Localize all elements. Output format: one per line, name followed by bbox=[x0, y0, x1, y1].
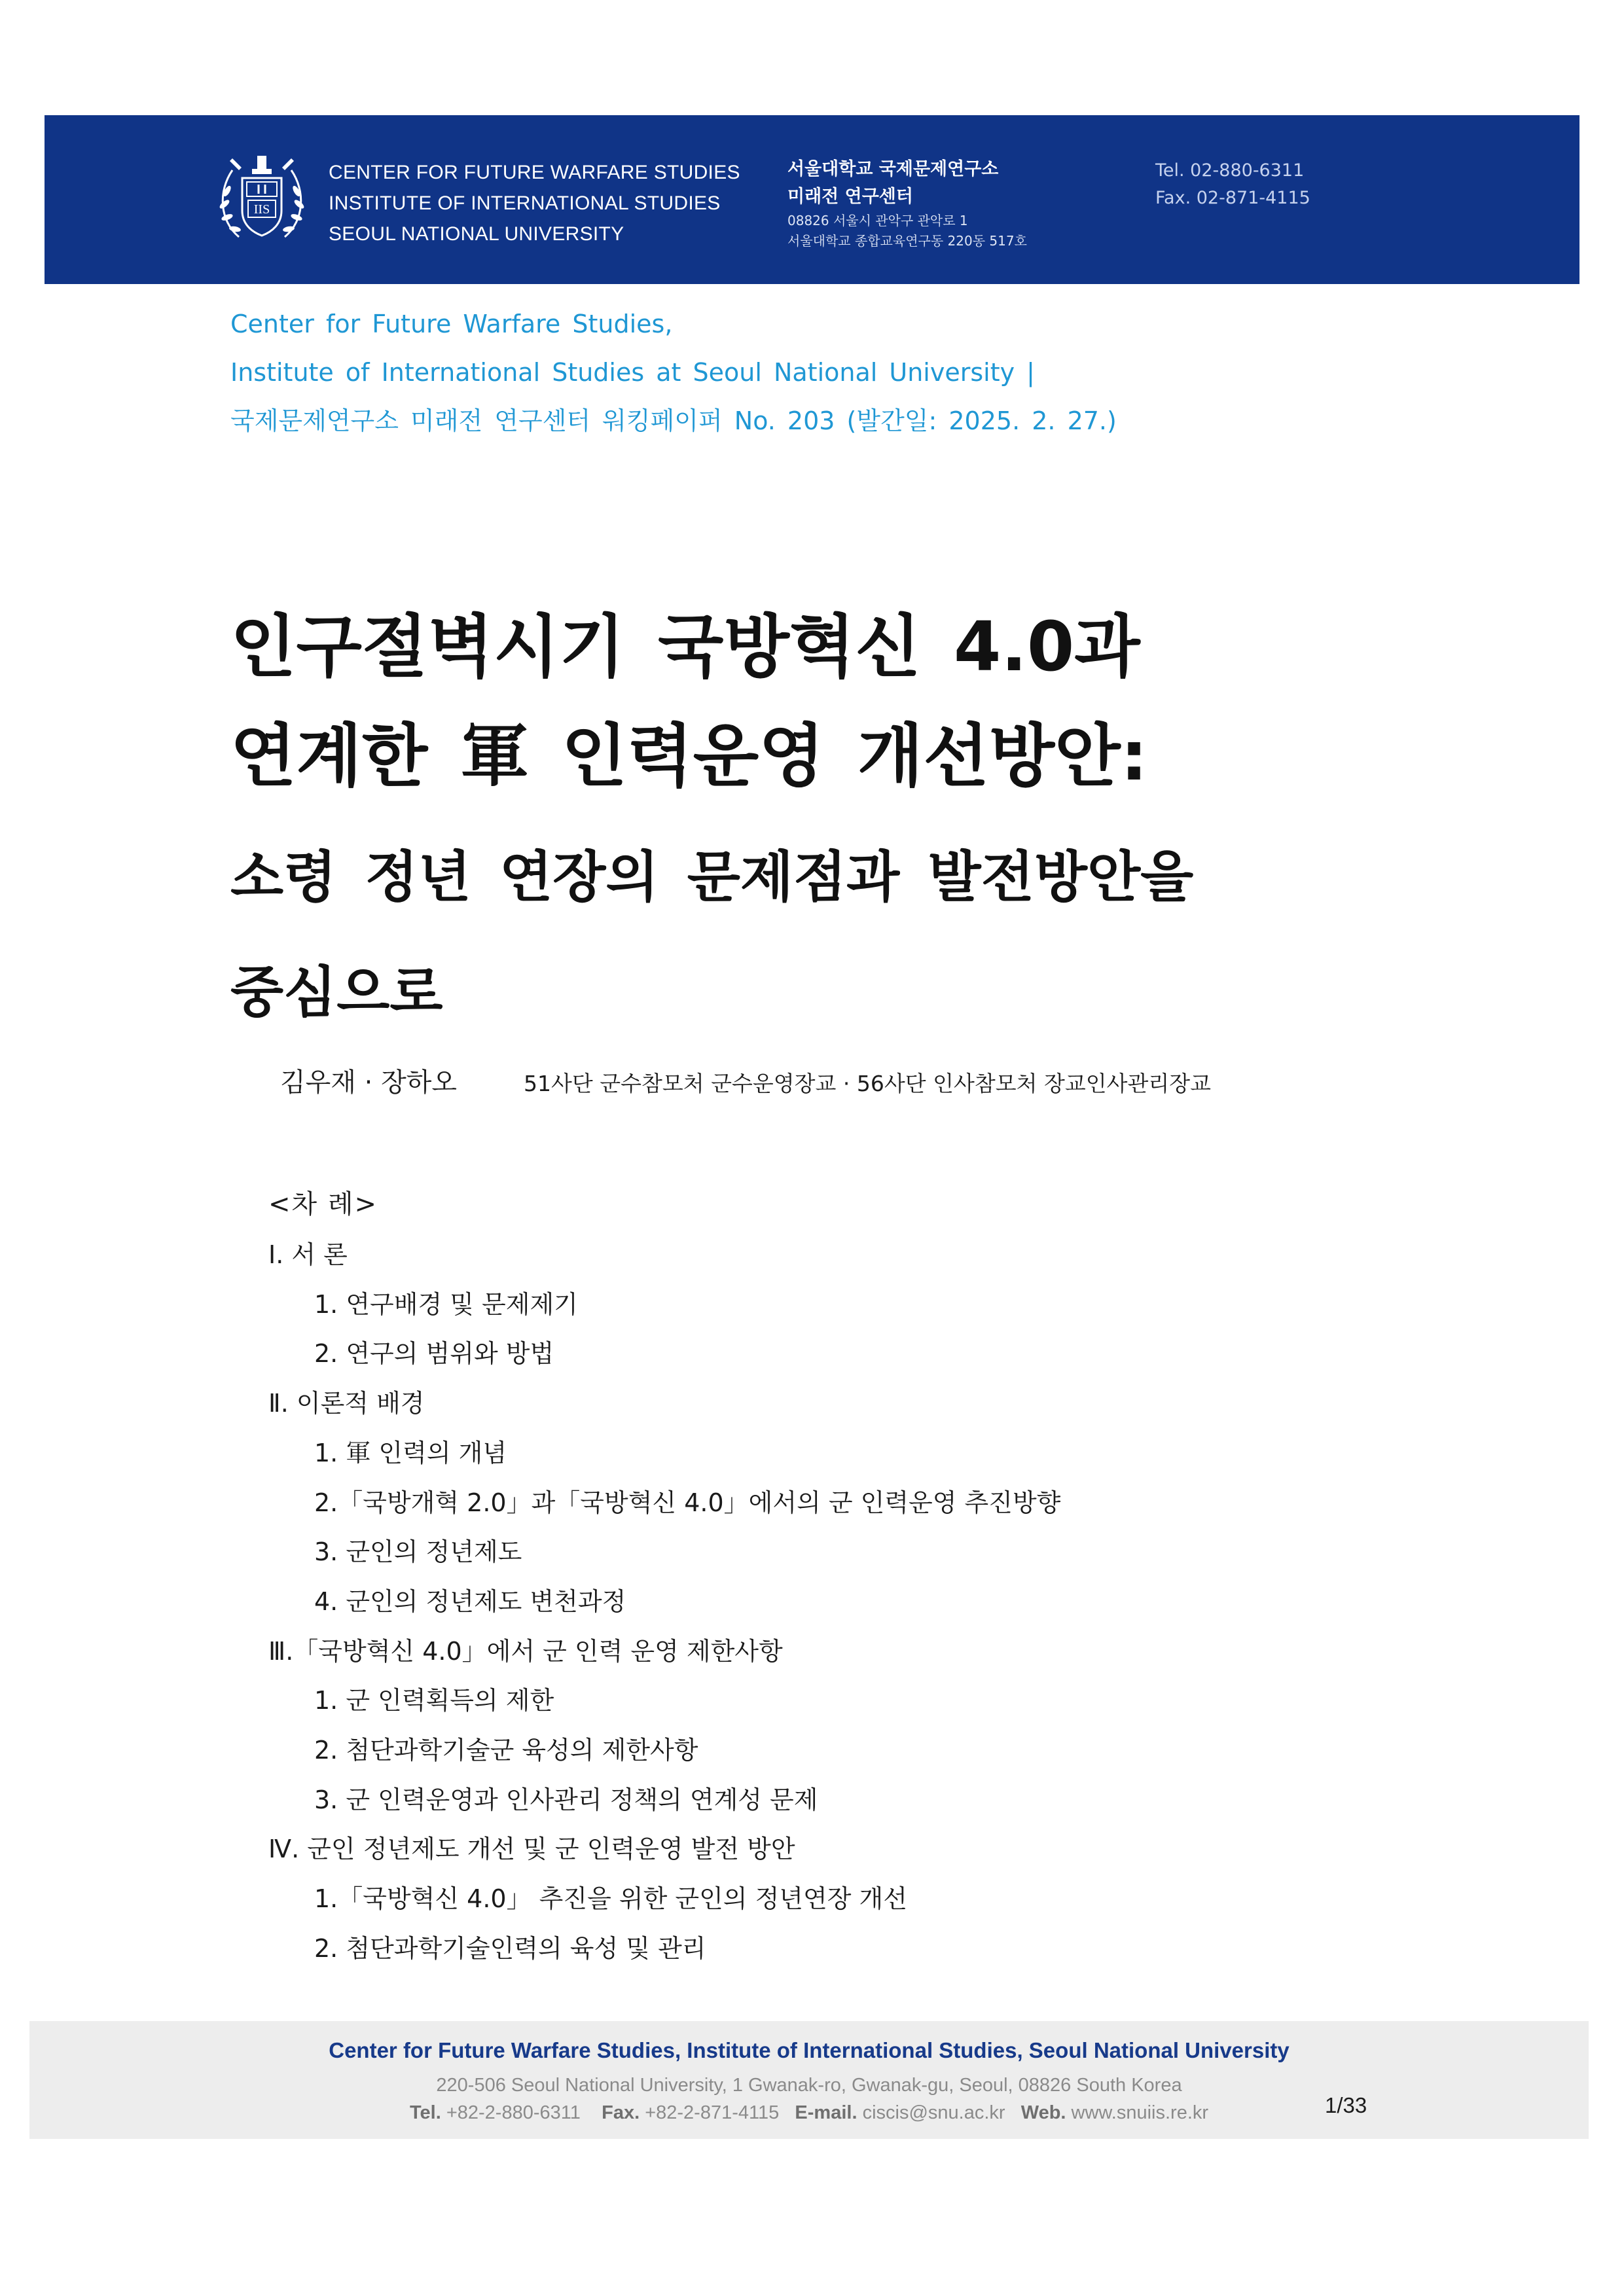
toc-heading: <차 례> bbox=[268, 1189, 378, 1219]
author-affiliation: 51사단 군수참모처 군수운영장교 · 56사단 인사참모처 장교인사관리장교 bbox=[524, 1071, 1211, 1096]
footer-address: 220-506 Seoul National University, 1 Gwanak-ro, Gwanak-gu, Seoul, 08826 South Korea bbox=[436, 2075, 1182, 2096]
footer-fax-value: +82-2-871-4115 bbox=[645, 2102, 780, 2123]
address-line2: 서울대학교 종합교육연구동 220동 517호 bbox=[787, 233, 1027, 249]
toc-subsection[interactable]: 2. 첨단과학기술군 육성의 제한사항 bbox=[314, 1736, 698, 1765]
footer-fax-label: Fax. bbox=[602, 2102, 640, 2123]
subheader-line3: 국제문제연구소 미래전 연구센터 워킹페이퍼 No. 203 (발간일: 2025. 2. 27.) bbox=[230, 406, 1117, 435]
toc-subsection[interactable]: 1. 군 인력획득의 제한 bbox=[314, 1686, 554, 1715]
title-line2: 연계한 軍 인력운영 개선방안: bbox=[230, 716, 1148, 796]
footer-web-link[interactable]: www.snuiis.re.kr bbox=[1071, 2102, 1209, 2123]
title-line1: 인구절벽시기 국방혁신 4.0과 bbox=[230, 607, 1140, 687]
institute-english-line: INSTITUTE OF INTERNATIONAL STUDIES bbox=[329, 192, 721, 214]
university-emblem-icon bbox=[213, 152, 311, 250]
institute-english-line: CENTER FOR FUTURE WARFARE STUDIES bbox=[329, 162, 740, 183]
footer-email-link[interactable]: ciscis@snu.ac.kr bbox=[862, 2102, 1005, 2123]
toc-subsection[interactable]: 3. 군인의 정년제도 bbox=[314, 1537, 522, 1567]
toc-section[interactable]: Ⅲ.「국방혁신 4.0」에서 군 인력 운영 제한사항 bbox=[268, 1636, 783, 1666]
toc-section[interactable]: Ⅰ. 서 론 bbox=[268, 1240, 348, 1269]
header-contact bbox=[1155, 157, 1310, 212]
korean-name-line2: 미래전 연구센터 bbox=[787, 187, 913, 207]
toc-subsection[interactable]: 1.「국방혁신 4.0」 추진을 위한 군인의 정년연장 개선 bbox=[314, 1884, 907, 1914]
subheader-line2: Institute of International Studies at Seoul National University | bbox=[230, 358, 1035, 387]
toc-section[interactable]: Ⅱ. 이론적 배경 bbox=[268, 1389, 425, 1418]
toc-list bbox=[268, 1230, 1060, 1974]
footer-tel-label: Tel. bbox=[409, 2102, 441, 2123]
toc-subsection[interactable]: 2. 첨단과학기술인력의 육성 및 관리 bbox=[314, 1933, 706, 1963]
toc-subsection[interactable]: 2.「국방개혁 2.0」과「국방혁신 4.0」에서의 군 인력운영 추진방향 bbox=[314, 1488, 1061, 1517]
toc-section[interactable]: Ⅳ. 군인 정년제도 개선 및 군 인력운영 발전 방안 bbox=[268, 1835, 795, 1864]
footer-email-label: E-mail. bbox=[795, 2102, 857, 2123]
paper-title bbox=[230, 601, 1474, 1050]
toc-subsection[interactable]: 4. 군인의 정년제도 변천과정 bbox=[314, 1587, 626, 1616]
address-line1: 08826 서울시 관악구 관악로 1 bbox=[787, 213, 968, 228]
institute-english-line: SEOUL NATIONAL UNIVERSITY bbox=[329, 223, 624, 245]
korean-name-line1: 서울대학교 국제문제연구소 bbox=[787, 159, 999, 179]
institute-korean-block bbox=[787, 156, 1027, 251]
title-line4: 중심으로 bbox=[230, 960, 443, 1024]
author-names: 김우재 · 장하오 bbox=[280, 1067, 457, 1098]
logo-text: IIS bbox=[253, 202, 270, 217]
footer-web-label: Web. bbox=[1020, 2102, 1066, 2123]
page-number: 1/33 bbox=[1325, 2093, 1367, 2117]
header-fax: Fax. 02-871-4115 bbox=[1155, 188, 1310, 208]
title-line3: 소령 정년 연장의 문제점과 발전방안을 bbox=[230, 845, 1194, 909]
subheader-line1: Center for Future Warfare Studies, bbox=[230, 310, 673, 338]
page-footer bbox=[29, 2021, 1589, 2139]
footer-title: Center for Future Warfare Studies, Institute of International Studies, Seoul National University bbox=[329, 2038, 1290, 2062]
toc-subsection[interactable]: 3. 군 인력운영과 인사관리 정책의 연계성 문제 bbox=[314, 1785, 818, 1814]
toc-subsection[interactable]: 1. 연구배경 및 문제제기 bbox=[314, 1289, 578, 1319]
working-paper-info bbox=[230, 300, 1117, 445]
institute-english-name bbox=[329, 157, 740, 249]
header-tel: Tel. 02-880-6311 bbox=[1155, 160, 1305, 181]
footer-tel-value: +82-2-880-6311 bbox=[446, 2102, 581, 2123]
toc-subsection[interactable]: 2. 연구의 범위와 방법 bbox=[314, 1339, 554, 1369]
toc-subsection[interactable]: 1. 軍 인력의 개념 bbox=[314, 1438, 507, 1467]
table-of-contents bbox=[268, 1178, 1060, 1974]
